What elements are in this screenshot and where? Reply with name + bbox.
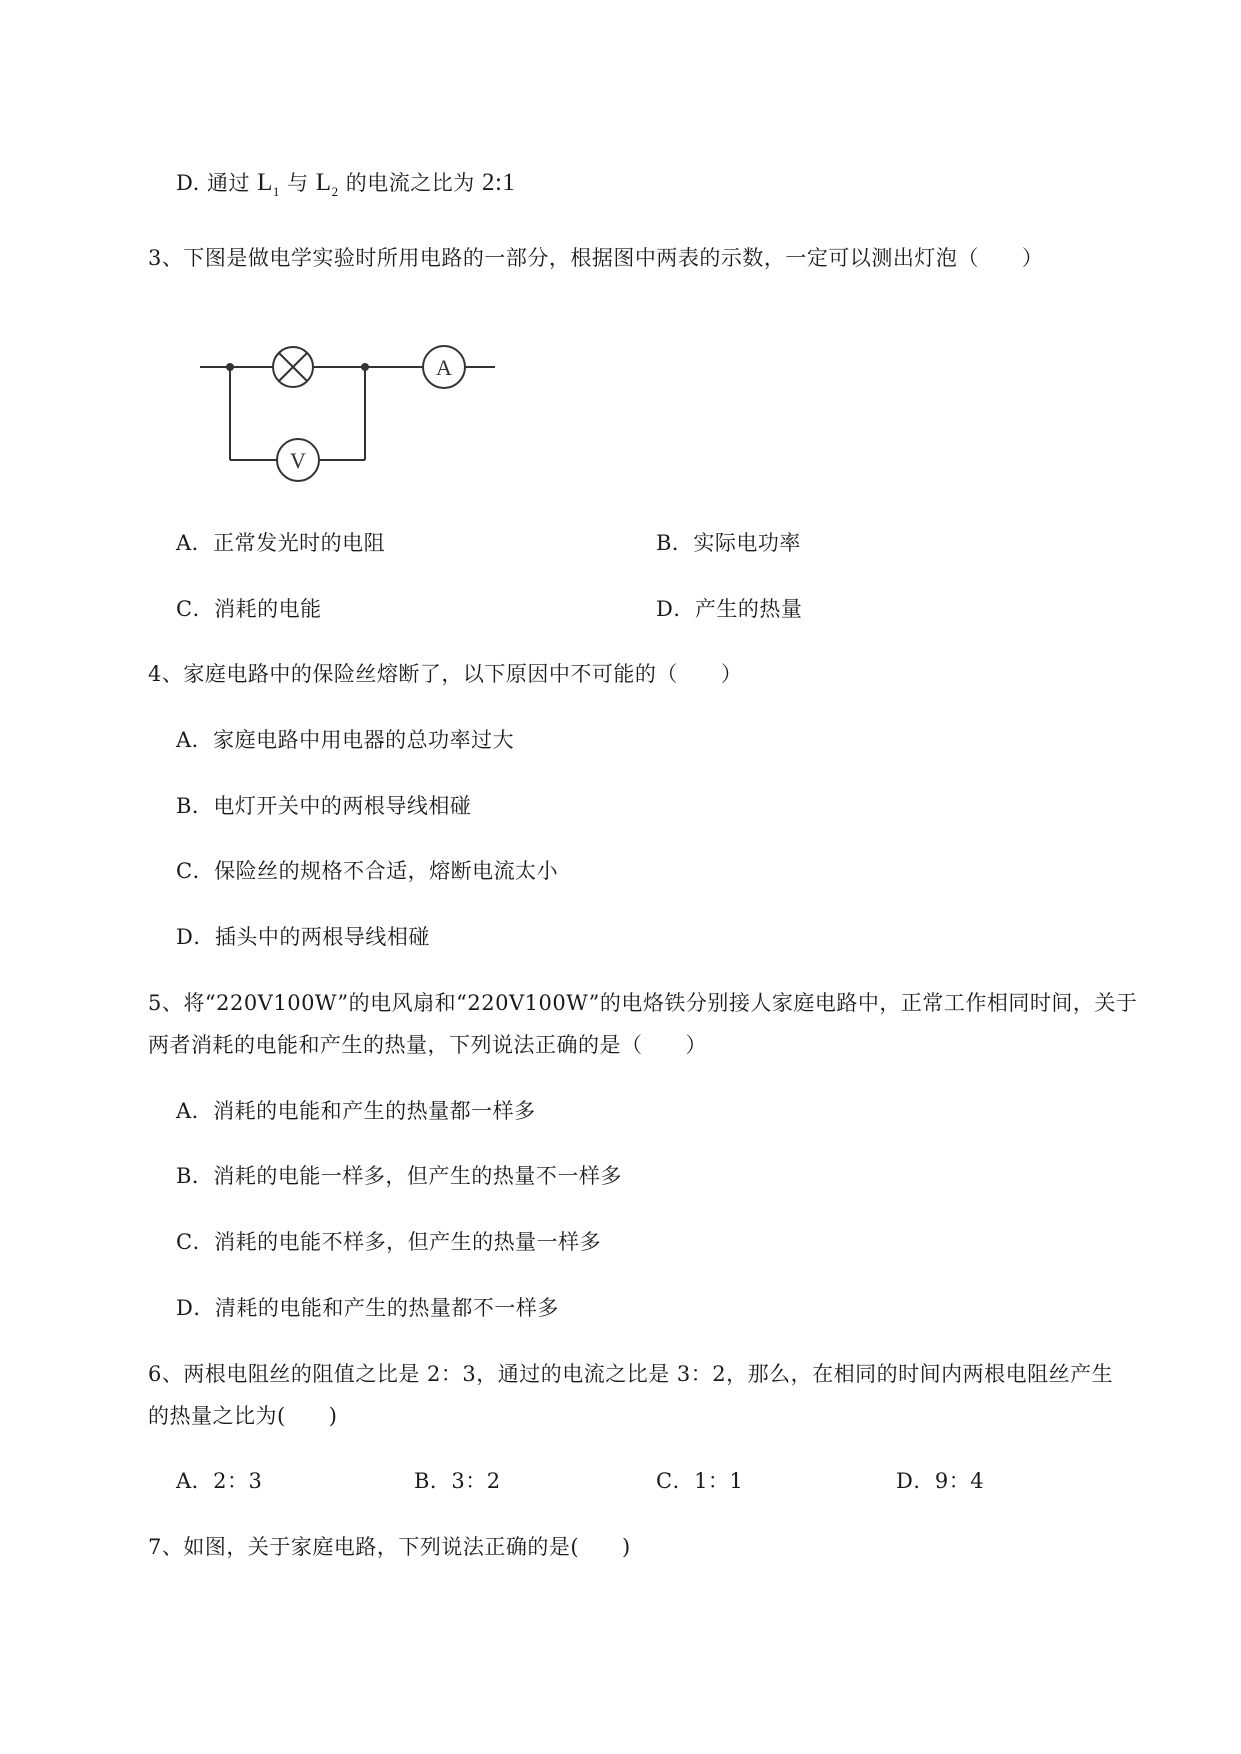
q4-option-c: C．保险丝的规格不合适，熔断电流太小 (176, 859, 559, 883)
q2-l2: $L_2$ (315, 169, 339, 199)
q6-option-d: D．9：4 (896, 1469, 985, 1493)
voltmeter-label: V (290, 448, 306, 473)
q5-option-a: A．消耗的电能和产生的热量都一样多 (176, 1099, 536, 1123)
q5-option-d: D．清耗的电能和产生的热量都不一样多 (176, 1296, 559, 1320)
lamp-icon (273, 347, 313, 387)
q3-option-d: D．产生的热量 (656, 597, 803, 621)
q7-stem: 7、如图，关于家庭电路，下列说法正确的是( ) (148, 1535, 631, 1559)
q4-option-d: D．插头中的两根导线相碰 (176, 925, 430, 949)
q6-stem-line1: 6、两根电阻丝的阻值之比是 2：3，通过的电流之比是 3：2，那么，在相同的时间内两根电阻丝产生 (148, 1362, 1114, 1386)
q5-stem-line1: 5、将“220V100W”的电风扇和“220V100W”的电烙铁分别接人家庭电路中，正常工作相同时间，关于 (148, 991, 1138, 1015)
q4-option-b: B．电灯开关中的两根导线相碰 (176, 794, 472, 818)
q3-stem: 3、下图是做电学实验时所用电路的一部分，根据图中两表的示数，一定可以测出灯泡（ ） (148, 246, 1044, 270)
q2-option-d-mid: 与 (287, 171, 309, 195)
q6-option-a: A．2：3 (176, 1469, 263, 1493)
q6-stem-line2: 的热量之比为( ) (148, 1404, 338, 1428)
q2-option-d-label: D. (176, 171, 200, 195)
q6-option-b: B．3：2 (414, 1469, 501, 1493)
junction-dot-right (361, 363, 369, 371)
q3-option-a: A．正常发光时的电阻 (176, 531, 386, 555)
junction-dot-left (226, 363, 234, 371)
q2-option-d-post: 的电流之比为 (345, 171, 475, 195)
q3-option-c: C．消耗的电能 (176, 597, 322, 621)
q2-ratio: 2:1 (481, 169, 516, 196)
q5-option-c: C．消耗的电能不样多，但产生的热量一样多 (176, 1230, 602, 1254)
q2-option-d (176, 168, 515, 207)
q4-option-a: A．家庭电路中用电器的总功率过大 (176, 728, 515, 752)
q5-option-b: B．消耗的电能一样多，但产生的热量不一样多 (176, 1164, 622, 1188)
ammeter-label: A (436, 355, 452, 380)
q5-stem-line2: 两者消耗的电能和产生的热量，下列说法正确的是（ ） (148, 1033, 707, 1057)
q3-option-b: B．实际电功率 (656, 531, 801, 555)
q4-stem: 4、家庭电路中的保险丝熔断了，以下原因中不可能的（ ） (148, 662, 743, 686)
q6-option-c: C．1：1 (656, 1469, 744, 1493)
q2-l1: $L_1$ (257, 169, 280, 199)
q2-option-d-pre: 通过 (206, 171, 250, 195)
q3-circuit-diagram (195, 345, 505, 495)
